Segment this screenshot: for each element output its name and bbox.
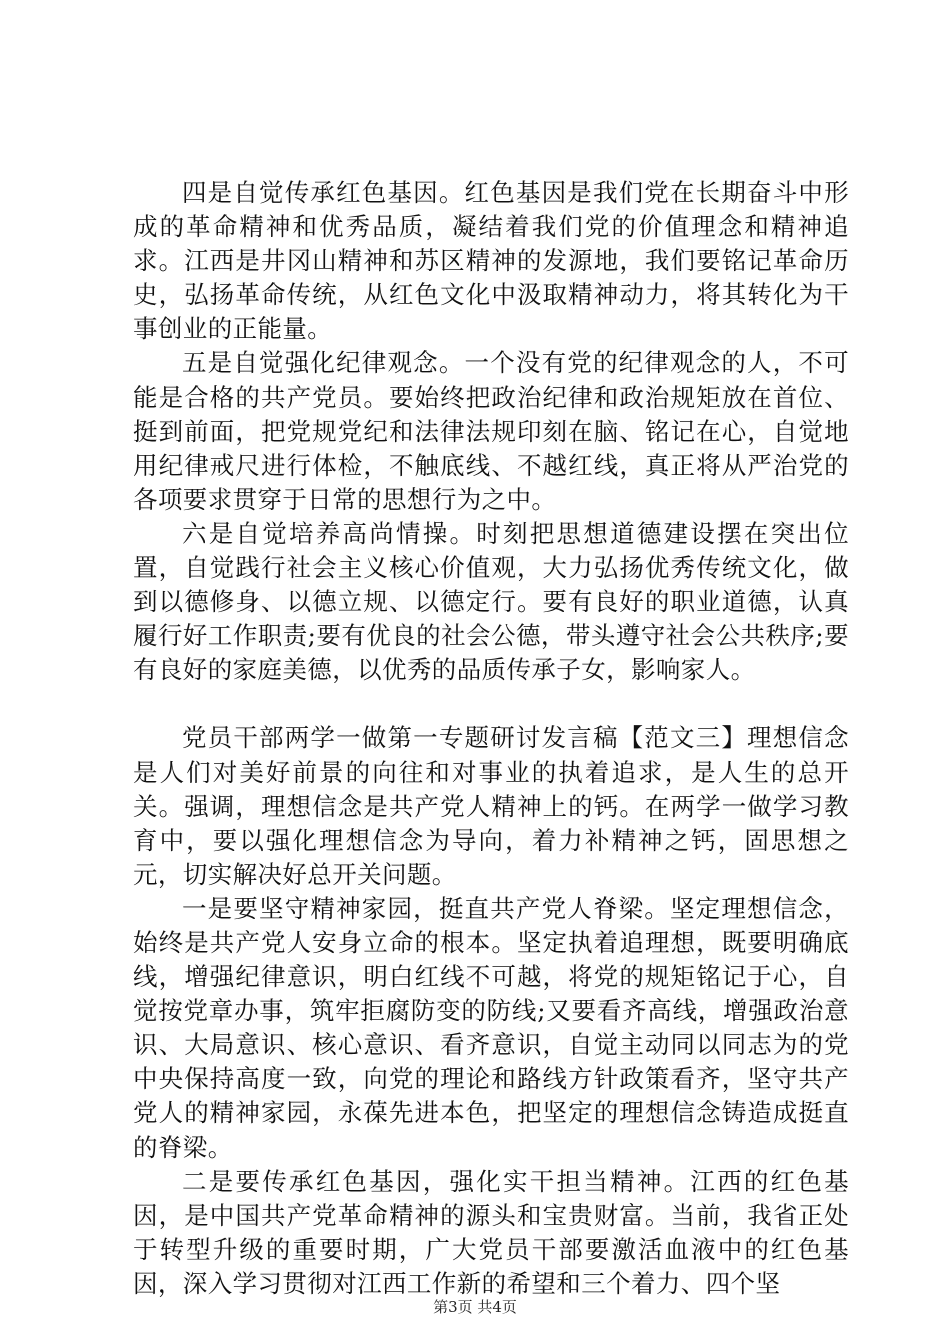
paragraph-point-five: 五是自觉强化纪律观念。一个没有党的纪律观念的人，不可能是合格的共产党员。要始终把政治纪律和政治规矩放在首位、挺到前面，把党规党纪和法律法规印刻在脑、铭记在心，自觉地用纪律戒尺进行体检，不触底线、不越红线，真正将从严治党的各项要求贯穿于日常的思想行为之中。 <box>133 348 849 514</box>
paragraph-point-two: 二是要传承红色基因，强化实干担当精神。江西的红色基因，是中国共产党革命精神的源头和宝贵财富。当前，我省正处于转型升级的重要时期，广大党员干部要激活血液中的红色基因，深入学习贯彻对江西工作新的希望和三个着力、四个坚 <box>133 1166 849 1298</box>
page-number-footer: 第3页 共4页 <box>433 1298 517 1316</box>
paragraph-sample-three-intro: 党员干部两学一做第一专题研讨发言稿【范文三】理想信念是人们对美好前景的向往和对事业的执着追求，是人生的总开关。强调，理想信念是共产党人精神上的钙。在两学一做学习教育中，要以强化理想信念为导向，着力补精神之钙，固思想之元，切实解决好总开关问题。 <box>133 723 849 889</box>
paragraph-point-one: 一是要坚守精神家园，挺直共产党人脊梁。坚定理想信念，始终是共产党人安身立命的根本。坚定执着追理想，既要明确底线，增强纪律意识，明白红线不可越，将党的规矩铭记于心，自觉按党章办事，筑牢拒腐防变的防线;又要看齐高线，增强政治意识、大局意识、核心意识、看齐意识，自觉主动同以同志为的党中央保持高度一致，向党的理论和路线方针政策看齐，坚守共产党人的精神家园，永葆先进本色，把坚定的理想信念铸造成挺直的脊梁。 <box>133 893 849 1162</box>
paragraph-point-four: 四是自觉传承红色基因。红色基因是我们党在长期奋斗中形成的革命精神和优秀品质，凝结着我们党的价值理念和精神追求。江西是井冈山精神和苏区精神的发源地，我们要铭记革命历史，弘扬革命传统，从红色文化中汲取精神动力，将其转化为干事创业的正能量。 <box>133 178 849 344</box>
section-spacer <box>133 687 849 721</box>
paragraph-point-six: 六是自觉培养高尚情操。时刻把思想道德建设摆在突出位置，自觉践行社会主义核心价值观，大力弘扬优秀传统文化，做到以德修身、以德立规、以德定行。要有良好的职业道德，认真履行好工作职责;要有优良的社会公德，带头遵守社会公共秩序;要有良好的家庭美德，以优秀的品质传承子女，影响家人。 <box>133 518 849 685</box>
document-body <box>133 176 849 1301</box>
